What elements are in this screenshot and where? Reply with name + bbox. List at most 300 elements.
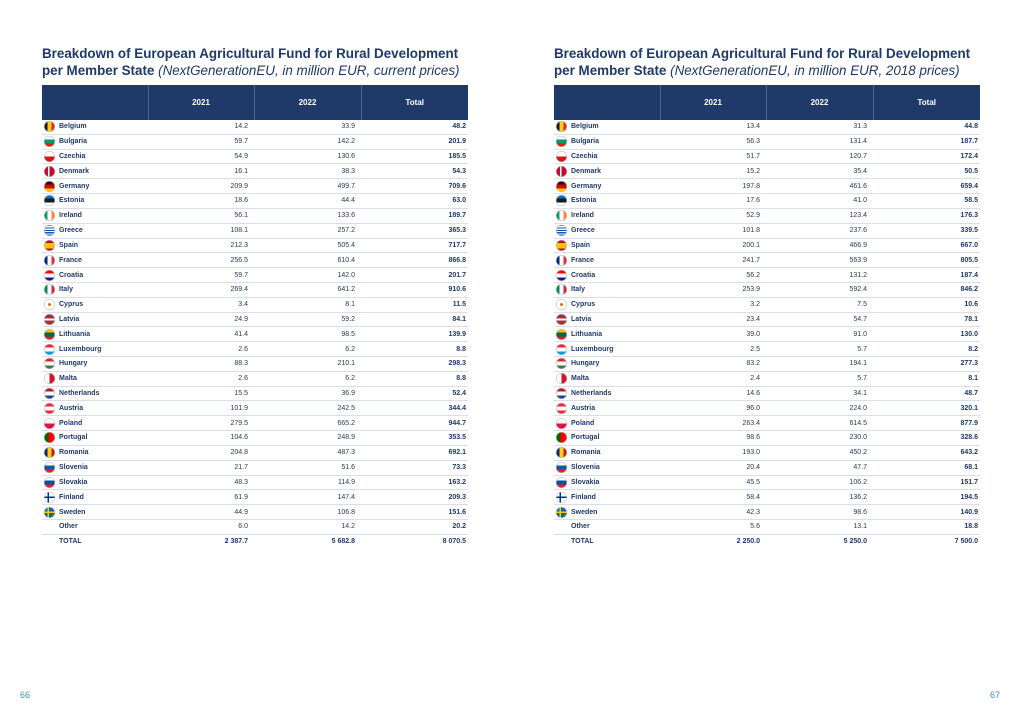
hungary-flag-icon bbox=[556, 358, 567, 369]
country-label: Hungary bbox=[59, 360, 88, 368]
table-row bbox=[42, 505, 468, 520]
table-row bbox=[42, 519, 468, 534]
table-row bbox=[554, 401, 980, 416]
czechia-flag-icon bbox=[44, 151, 55, 162]
country-label: Germany bbox=[571, 182, 602, 190]
country-label: Italy bbox=[59, 286, 74, 294]
table-row bbox=[554, 282, 980, 297]
country-label: Denmark bbox=[571, 167, 601, 175]
value-total: 339.5 bbox=[873, 223, 980, 238]
country-cell bbox=[42, 297, 148, 312]
country-cell bbox=[554, 431, 660, 446]
value-total: 176.3 bbox=[873, 208, 980, 223]
value-2022: 33.9 bbox=[254, 120, 361, 134]
table-row bbox=[42, 179, 468, 194]
table-row bbox=[554, 371, 980, 386]
table-row bbox=[42, 401, 468, 416]
czechia-flag-icon bbox=[556, 151, 567, 162]
value-2022: 6.2 bbox=[254, 371, 361, 386]
total-row bbox=[42, 534, 468, 548]
country-cell bbox=[554, 282, 660, 297]
country-cell bbox=[554, 445, 660, 460]
total-total: 7 500.0 bbox=[954, 538, 978, 546]
country-label: Poland bbox=[571, 419, 595, 427]
estonia-flag-icon bbox=[556, 195, 567, 206]
country-cell bbox=[42, 179, 148, 194]
value-2022: 14.2 bbox=[254, 519, 361, 534]
table-row bbox=[42, 445, 468, 460]
country-cell bbox=[554, 268, 660, 283]
country-cell bbox=[42, 342, 148, 357]
value-total: 320.1 bbox=[873, 401, 980, 416]
ireland-flag-icon bbox=[44, 210, 55, 221]
value-2022: 237.6 bbox=[766, 223, 873, 238]
value-2022: 123.4 bbox=[766, 208, 873, 223]
slovenia-flag-icon bbox=[44, 462, 55, 473]
country-cell bbox=[554, 208, 660, 223]
portugal-flag-icon bbox=[44, 432, 55, 443]
germany-flag-icon bbox=[44, 181, 55, 192]
country-cell bbox=[42, 208, 148, 223]
value-total: 50.5 bbox=[873, 164, 980, 179]
country-label: Netherlands bbox=[571, 390, 612, 398]
table-row bbox=[42, 223, 468, 238]
value-total: 709.6 bbox=[361, 179, 468, 194]
header-2022: 2022 bbox=[766, 85, 873, 120]
page-number-right: 67 bbox=[990, 690, 1001, 700]
left-data-table bbox=[42, 85, 468, 549]
value-2021: 56.2 bbox=[660, 268, 766, 283]
value-2021: 15.2 bbox=[660, 164, 766, 179]
value-2022: 114.9 bbox=[254, 475, 361, 490]
value-2022: 224.0 bbox=[766, 401, 873, 416]
value-2021: 17.6 bbox=[660, 194, 766, 209]
table-row bbox=[42, 342, 468, 357]
value-total: 8.1 bbox=[873, 371, 980, 386]
slovakia-flag-icon bbox=[556, 477, 567, 488]
total-2022: 5 250.0 bbox=[843, 538, 867, 546]
country-label: Spain bbox=[59, 241, 79, 249]
country-label: Greece bbox=[571, 227, 595, 235]
value-total: 172.4 bbox=[873, 149, 980, 164]
value-total: 189.7 bbox=[361, 208, 468, 223]
table-row bbox=[42, 357, 468, 372]
cyprus-flag-icon bbox=[556, 299, 567, 310]
country-cell bbox=[42, 431, 148, 446]
table-row bbox=[42, 297, 468, 312]
lithuania-flag-icon bbox=[44, 329, 55, 340]
value-total: 910.6 bbox=[361, 282, 468, 297]
value-2021: 200.1 bbox=[660, 238, 766, 253]
table-row bbox=[554, 431, 980, 446]
value-total: 151.6 bbox=[361, 505, 468, 520]
value-2021: 41.4 bbox=[148, 327, 254, 342]
table-row bbox=[42, 208, 468, 223]
country-cell bbox=[42, 460, 148, 475]
value-total: 151.7 bbox=[873, 475, 980, 490]
value-total: 201.9 bbox=[361, 134, 468, 149]
value-total: 140.9 bbox=[873, 505, 980, 520]
country-cell bbox=[42, 164, 148, 179]
value-2022: 98.6 bbox=[766, 505, 873, 520]
value-2022: 13.1 bbox=[766, 519, 873, 534]
value-2022: 136.2 bbox=[766, 490, 873, 505]
value-2022: 41.0 bbox=[766, 194, 873, 209]
value-total: 48.7 bbox=[873, 386, 980, 401]
finland-flag-icon bbox=[44, 492, 55, 503]
france-flag-icon bbox=[556, 255, 567, 266]
table-row bbox=[554, 268, 980, 283]
cyprus-flag-icon bbox=[44, 299, 55, 310]
value-2022: 5.7 bbox=[766, 371, 873, 386]
belgium-flag-icon bbox=[44, 121, 55, 132]
value-2022: 665.2 bbox=[254, 416, 361, 431]
header-total: Total bbox=[361, 85, 468, 120]
value-total: 344.4 bbox=[361, 401, 468, 416]
table-row bbox=[42, 238, 468, 253]
header-2021: 2021 bbox=[148, 85, 254, 120]
value-total: 78.1 bbox=[873, 312, 980, 327]
value-2022: 7.5 bbox=[766, 297, 873, 312]
value-2021: 197.8 bbox=[660, 179, 766, 194]
value-total: 209.3 bbox=[361, 490, 468, 505]
austria-flag-icon bbox=[556, 403, 567, 414]
table-row bbox=[42, 327, 468, 342]
value-total: 201.7 bbox=[361, 268, 468, 283]
value-2021: 61.9 bbox=[148, 490, 254, 505]
value-total: 8.8 bbox=[361, 342, 468, 357]
country-cell bbox=[42, 371, 148, 386]
value-total: 68.1 bbox=[873, 460, 980, 475]
total-label: TOTAL bbox=[59, 538, 82, 546]
table-row bbox=[42, 149, 468, 164]
poland-flag-icon bbox=[556, 418, 567, 429]
germany-flag-icon bbox=[556, 181, 567, 192]
country-label: Croatia bbox=[59, 271, 84, 279]
header-2022: 2022 bbox=[254, 85, 361, 120]
country-label: Austria bbox=[571, 404, 596, 412]
country-cell bbox=[42, 401, 148, 416]
country-label: Other bbox=[59, 523, 78, 531]
value-2022: 461.6 bbox=[766, 179, 873, 194]
value-2022: 130.6 bbox=[254, 149, 361, 164]
value-2021: 2.5 bbox=[660, 342, 766, 357]
country-label: Poland bbox=[59, 419, 83, 427]
country-cell bbox=[42, 268, 148, 283]
table-row bbox=[42, 431, 468, 446]
value-2021: 2.6 bbox=[148, 342, 254, 357]
total-label: TOTAL bbox=[571, 538, 594, 546]
value-2021: 83.2 bbox=[660, 357, 766, 372]
country-label: Estonia bbox=[59, 197, 85, 205]
value-2021: 5.6 bbox=[660, 519, 766, 534]
value-2021: 20.4 bbox=[660, 460, 766, 475]
value-2021: 96.0 bbox=[660, 401, 766, 416]
country-label: Bulgaria bbox=[571, 138, 600, 146]
table-row bbox=[554, 519, 980, 534]
value-2022: 98.5 bbox=[254, 327, 361, 342]
country-label: Malta bbox=[571, 375, 589, 383]
value-2021: 23.4 bbox=[660, 312, 766, 327]
value-total: 353.5 bbox=[361, 431, 468, 446]
value-total: 58.5 bbox=[873, 194, 980, 209]
table-row bbox=[42, 371, 468, 386]
latvia-flag-icon bbox=[44, 314, 55, 325]
table-row bbox=[554, 253, 980, 268]
value-2022: 36.9 bbox=[254, 386, 361, 401]
country-cell bbox=[554, 194, 660, 209]
country-label: Austria bbox=[59, 404, 84, 412]
value-2022: 257.2 bbox=[254, 223, 361, 238]
belgium-flag-icon bbox=[556, 121, 567, 132]
value-total: 877.9 bbox=[873, 416, 980, 431]
country-cell bbox=[554, 238, 660, 253]
table-row bbox=[554, 297, 980, 312]
italy-flag-icon bbox=[44, 284, 55, 295]
value-2022: 210.1 bbox=[254, 357, 361, 372]
country-label: Sweden bbox=[59, 508, 86, 516]
table-row bbox=[554, 460, 980, 475]
greece-flag-icon bbox=[556, 225, 567, 236]
left-table-title bbox=[42, 45, 472, 79]
value-2022: 106.2 bbox=[766, 475, 873, 490]
table-row bbox=[42, 268, 468, 283]
sweden-flag-icon bbox=[556, 507, 567, 518]
header-total: Total bbox=[873, 85, 980, 120]
total-row bbox=[554, 534, 980, 548]
table-row bbox=[554, 238, 980, 253]
value-2022: 641.2 bbox=[254, 282, 361, 297]
total-2021: 2 387.7 bbox=[224, 538, 248, 546]
value-total: 944.7 bbox=[361, 416, 468, 431]
value-2022: 34.1 bbox=[766, 386, 873, 401]
netherlands-flag-icon bbox=[44, 388, 55, 399]
value-total: 10.6 bbox=[873, 297, 980, 312]
country-label: Ireland bbox=[571, 212, 594, 220]
left-header-row bbox=[42, 85, 468, 120]
value-2021: 253.9 bbox=[660, 282, 766, 297]
table-row bbox=[554, 490, 980, 505]
value-2022: 248.9 bbox=[254, 431, 361, 446]
value-2021: 98.6 bbox=[660, 431, 766, 446]
netherlands-flag-icon bbox=[556, 388, 567, 399]
country-cell bbox=[554, 386, 660, 401]
country-cell bbox=[42, 253, 148, 268]
ireland-flag-icon bbox=[556, 210, 567, 221]
value-2021: 58.4 bbox=[660, 490, 766, 505]
value-2022: 47.7 bbox=[766, 460, 873, 475]
value-2022: 131.2 bbox=[766, 268, 873, 283]
country-cell bbox=[42, 194, 148, 209]
value-2022: 242.5 bbox=[254, 401, 361, 416]
country-label: Bulgaria bbox=[59, 138, 88, 146]
value-2021: 39.0 bbox=[660, 327, 766, 342]
table-row bbox=[554, 134, 980, 149]
country-cell bbox=[554, 120, 660, 134]
value-2022: 51.6 bbox=[254, 460, 361, 475]
romania-flag-icon bbox=[44, 447, 55, 458]
country-cell bbox=[554, 371, 660, 386]
value-2021: 24.9 bbox=[148, 312, 254, 327]
right-data-table bbox=[554, 85, 980, 549]
country-label: Denmark bbox=[59, 167, 89, 175]
finland-flag-icon bbox=[556, 492, 567, 503]
country-cell bbox=[554, 490, 660, 505]
value-total: 52.4 bbox=[361, 386, 468, 401]
country-label: Estonia bbox=[571, 197, 597, 205]
value-2022: 54.7 bbox=[766, 312, 873, 327]
value-total: 8.2 bbox=[873, 342, 980, 357]
table-row bbox=[554, 475, 980, 490]
greece-flag-icon bbox=[44, 225, 55, 236]
country-label: Sweden bbox=[571, 508, 598, 516]
latvia-flag-icon bbox=[556, 314, 567, 325]
country-cell bbox=[554, 475, 660, 490]
value-2021: 104.6 bbox=[148, 431, 254, 446]
value-total: 73.3 bbox=[361, 460, 468, 475]
italy-flag-icon bbox=[556, 284, 567, 295]
table-row bbox=[42, 134, 468, 149]
value-2021: 212.3 bbox=[148, 238, 254, 253]
value-2022: 38.3 bbox=[254, 164, 361, 179]
country-label: Belgium bbox=[571, 123, 599, 131]
value-total: 659.4 bbox=[873, 179, 980, 194]
value-2021: 101.8 bbox=[660, 223, 766, 238]
value-2022: 466.9 bbox=[766, 238, 873, 253]
value-2021: 51.7 bbox=[660, 149, 766, 164]
value-2021: 209.9 bbox=[148, 179, 254, 194]
value-total: 185.5 bbox=[361, 149, 468, 164]
country-label: Finland bbox=[59, 493, 84, 501]
country-cell bbox=[42, 120, 148, 134]
value-total: 643.2 bbox=[873, 445, 980, 460]
country-cell bbox=[554, 164, 660, 179]
country-cell bbox=[554, 519, 660, 534]
bulgaria-flag-icon bbox=[44, 136, 55, 147]
country-cell bbox=[42, 357, 148, 372]
no-flag-spacer bbox=[44, 521, 55, 532]
value-total: 667.0 bbox=[873, 238, 980, 253]
value-2021: 21.7 bbox=[148, 460, 254, 475]
value-2021: 14.2 bbox=[148, 120, 254, 134]
spain-flag-icon bbox=[556, 240, 567, 251]
value-2021: 48.3 bbox=[148, 475, 254, 490]
value-2022: 505.4 bbox=[254, 238, 361, 253]
value-2022: 59.2 bbox=[254, 312, 361, 327]
country-label: Malta bbox=[59, 375, 77, 383]
country-label: Romania bbox=[571, 449, 601, 457]
country-cell bbox=[42, 223, 148, 238]
value-total: 805.5 bbox=[873, 253, 980, 268]
table-row bbox=[42, 194, 468, 209]
table-row bbox=[554, 327, 980, 342]
table-row bbox=[554, 445, 980, 460]
country-cell bbox=[554, 297, 660, 312]
country-label: Slovenia bbox=[59, 464, 88, 472]
country-cell bbox=[554, 357, 660, 372]
malta-flag-icon bbox=[44, 373, 55, 384]
value-total: 187.4 bbox=[873, 268, 980, 283]
value-total: 18.8 bbox=[873, 519, 980, 534]
slovenia-flag-icon bbox=[556, 462, 567, 473]
value-2022: 131.4 bbox=[766, 134, 873, 149]
table-row bbox=[42, 282, 468, 297]
value-2021: 108.1 bbox=[148, 223, 254, 238]
country-label: Greece bbox=[59, 227, 83, 235]
value-2021: 263.4 bbox=[660, 416, 766, 431]
value-2021: 56.1 bbox=[148, 208, 254, 223]
table-row bbox=[554, 342, 980, 357]
portugal-flag-icon bbox=[556, 432, 567, 443]
value-2022: 563.9 bbox=[766, 253, 873, 268]
country-label: Other bbox=[571, 523, 590, 531]
country-label: Netherlands bbox=[59, 390, 100, 398]
croatia-flag-icon bbox=[44, 270, 55, 281]
value-2021: 16.1 bbox=[148, 164, 254, 179]
country-label: Ireland bbox=[59, 212, 82, 220]
total-total: 8 070.5 bbox=[442, 538, 466, 546]
country-cell bbox=[42, 238, 148, 253]
value-2022: 142.2 bbox=[254, 134, 361, 149]
header-2021: 2021 bbox=[660, 85, 766, 120]
right-table-title bbox=[554, 45, 984, 79]
right-title-main: Breakdown of European Agricultural Fund for Rural Development per Member State bbox=[554, 46, 971, 78]
country-cell bbox=[554, 253, 660, 268]
malta-flag-icon bbox=[556, 373, 567, 384]
table-row bbox=[554, 179, 980, 194]
country-label: Belgium bbox=[59, 123, 87, 131]
hungary-flag-icon bbox=[44, 358, 55, 369]
table-row bbox=[42, 253, 468, 268]
table-row bbox=[554, 164, 980, 179]
value-2022: 610.4 bbox=[254, 253, 361, 268]
value-2022: 91.0 bbox=[766, 327, 873, 342]
poland-flag-icon bbox=[44, 418, 55, 429]
romania-flag-icon bbox=[556, 447, 567, 458]
table-row bbox=[42, 490, 468, 505]
header-country bbox=[554, 85, 660, 120]
country-cell bbox=[42, 490, 148, 505]
country-label: Slovakia bbox=[59, 478, 88, 486]
table-row bbox=[554, 208, 980, 223]
country-label: Czechia bbox=[571, 153, 598, 161]
value-2022: 499.7 bbox=[254, 179, 361, 194]
country-label: Cyprus bbox=[571, 301, 596, 309]
luxembourg-flag-icon bbox=[44, 344, 55, 355]
value-2021: 18.6 bbox=[148, 194, 254, 209]
country-cell bbox=[42, 519, 148, 534]
left-title-subtitle: (NextGenerationEU, in million EUR, current prices) bbox=[158, 63, 460, 78]
sweden-flag-icon bbox=[44, 507, 55, 518]
country-label: Hungary bbox=[571, 360, 600, 368]
table-row bbox=[42, 312, 468, 327]
country-cell bbox=[42, 475, 148, 490]
croatia-flag-icon bbox=[556, 270, 567, 281]
value-2021: 14.6 bbox=[660, 386, 766, 401]
country-cell bbox=[554, 134, 660, 149]
table-row bbox=[554, 149, 980, 164]
table-row bbox=[42, 120, 468, 134]
country-cell bbox=[554, 327, 660, 342]
table-row bbox=[42, 460, 468, 475]
country-cell bbox=[42, 134, 148, 149]
value-total: 846.2 bbox=[873, 282, 980, 297]
value-2021: 59.7 bbox=[148, 134, 254, 149]
country-label: Latvia bbox=[59, 315, 80, 323]
country-cell bbox=[42, 445, 148, 460]
value-2021: 2.6 bbox=[148, 371, 254, 386]
no-flag-spacer bbox=[556, 521, 567, 532]
